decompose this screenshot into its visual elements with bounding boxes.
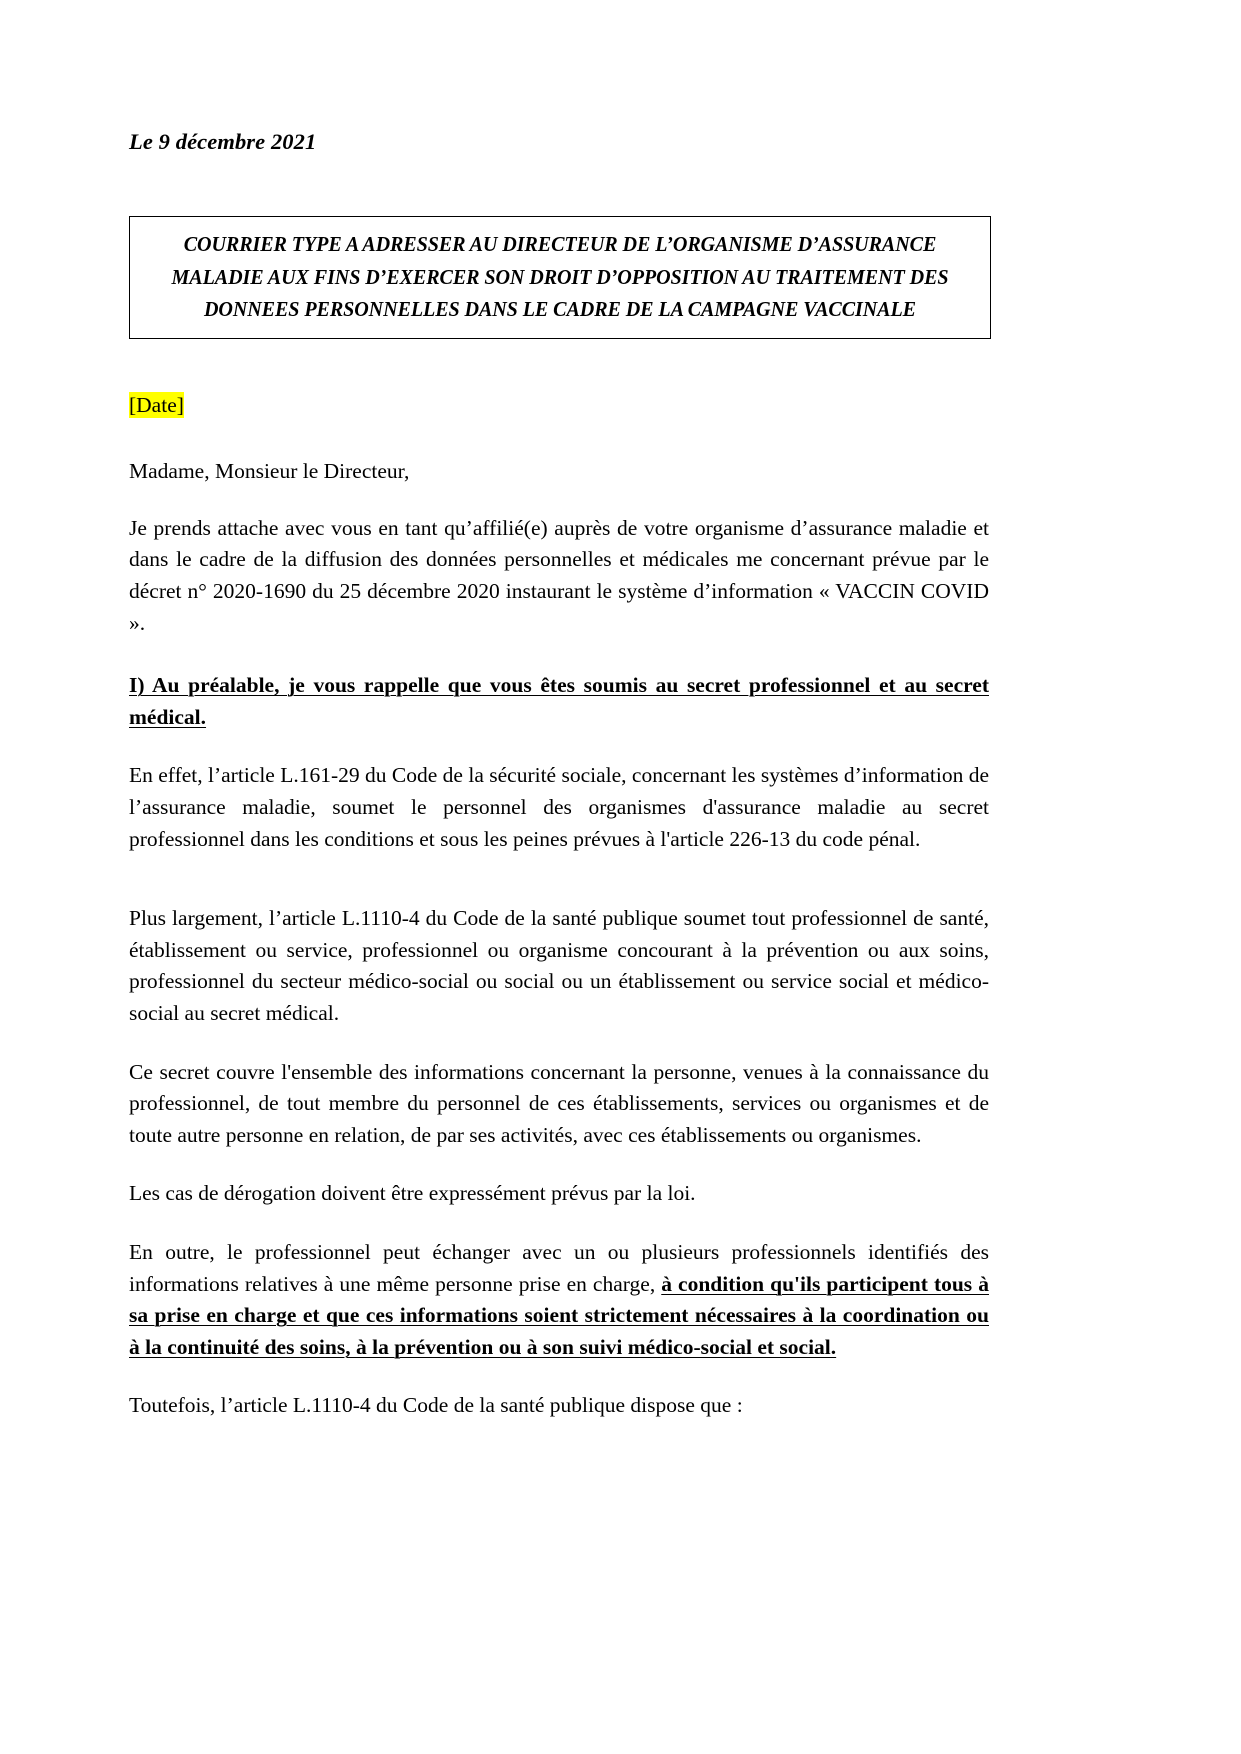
title-line-1: COURRIER TYPE A ADRESSER AU DIRECTEUR DE L’ORGANISME D’ASSURANCE [183, 232, 937, 256]
section-heading-1: I) Au préalable, je vous rappelle que vous êtes soumis au secret professionnel et au secret médical. [129, 673, 989, 729]
paragraph-closing: Toutefois, l’article L.1110-4 du Code de la santé publique dispose que : [129, 1393, 743, 1418]
document-content [129, 0, 989, 1422]
paragraph-exchange [129, 1237, 989, 1363]
date-placeholder-highlighted: [Date] [129, 393, 184, 418]
paragraph-derogation: Les cas de dérogation doivent être expressément prévus par la loi. [129, 1181, 696, 1206]
paragraph-intro: Je prends attache avec vous en tant qu’affilié(e) auprès de votre organisme d’assurance maladie et dans le cadre de la diffusion des données personnelles et médicales me concernant prévue par le décret n° 2020-1690 du 25 décembre 2020 instaurant le système d’information « VACCIN COVID ». [129, 515, 989, 635]
paragraph-exchange-emphasis: à condition qu'ils participent tous à sa prise en charge et que ces informations soient strictement nécessaires à la coordination ou à la continuité des soins, à la prévention ou à son suivi médico-social et social. [129, 1271, 989, 1359]
document-date: Le 9 décembre 2021 [129, 129, 317, 154]
paragraph-article-1110-4: Plus largement, l’article L.1110-4 du Code de la santé publique soumet tout professionnel de santé, établissement ou service, professionnel ou organisme concourant à la prévention ou aux soins, professionnel du secteur médico-social ou social ou un établissement ou service social et médico-social au secret médical. [129, 906, 989, 1026]
document-title-box [129, 216, 991, 339]
title-line-3: DONNEES PERSONNELLES DANS LE CADRE DE LA CAMPAGNE VACCINALE [203, 297, 917, 322]
salutation: Madame, Monsieur le Directeur, [129, 458, 410, 483]
paragraph-article-161-29: En effet, l’article L.161-29 du Code de la sécurité sociale, concernant les systèmes d’information de l’assurance maladie, soumet le personnel des organismes d'assurance maladie au secret professionnel dans les conditions et sous les peines prévues à l'article 226-13 du code pénal. [129, 763, 989, 851]
title-line-2: MALADIE AUX FINS D’EXERCER SON DROIT D’OPPOSITION AU TRAITEMENT DES [171, 264, 949, 289]
paragraph-secret-scope: Ce secret couvre l'ensemble des informations concernant la personne, venues à la connaissance du professionnel, de tout membre du personnel de ces établissements, services ou organismes et de toute autre personne en relation, de par ses activités, avec ces établissements ou organismes. [129, 1059, 989, 1147]
date-placeholder-row [129, 392, 989, 420]
paragraph-exchange-intro: En outre, le professionnel peut échanger avec un ou plusieurs professionnels identifiés des informations relatives à une même personne prise en charge, [129, 1239, 989, 1296]
